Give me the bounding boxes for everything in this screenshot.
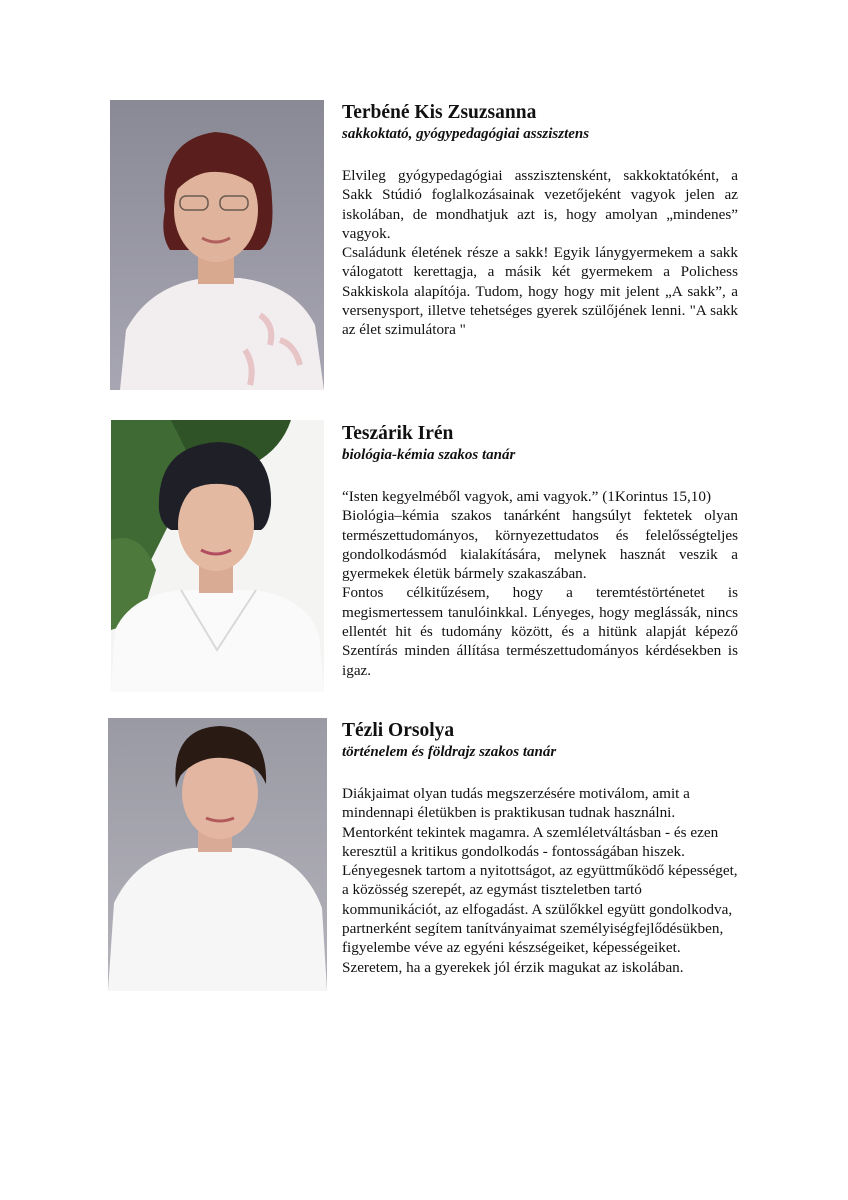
profile-name: Tézli Orsolya bbox=[342, 720, 455, 741]
profile-bio-paragraph: Családunk életének része a sakk! Egyik lánygyermekem a sakk válogatott kerettagja, a másik két gyermekem a Polichess Sakkiskola alapítója. Tudom, hogy hogy mit jelent „A sakk”, a versenysport, illetve tehetséges gyerek szülőjének lenni. "A sakk az élet szimulátora " bbox=[342, 244, 738, 339]
profile-bio-paragraph: Elvileg gyógypedagógiai asszisztensként, sakkoktatóként, a Sakk Stúdió foglalkozásainak vezetőjeként vagyok jelen az iskolában, de mondhatjuk azt is, hogy amolyan „mindenes” vagyok. bbox=[342, 167, 738, 242]
portrait-photo-teszarik bbox=[111, 420, 324, 692]
profile-card-tezli bbox=[342, 720, 738, 977]
profile-role: történelem és földrajz szakos tanár bbox=[342, 744, 557, 760]
portrait-photo-tezli bbox=[108, 718, 327, 991]
profile-bio-paragraph: “Isten kegyelméből vagyok, ami vagyok.” (1Korintus 15,10) bbox=[342, 488, 712, 505]
profile-role: sakkoktató, gyógypedagógiai asszisztens bbox=[342, 126, 590, 142]
profile-name: Teszárik Irén bbox=[342, 423, 454, 444]
portrait-photo-terbene bbox=[110, 100, 324, 390]
profile-bio-paragraph: Biológia–kémia szakos tanárként hangsúlyt fektetek olyan természettudományos, környezettudatos és felelősségteljes gondolkodásmód kialakítására, melynek hasznát veszik a gyermekek életük bármely szakaszában. bbox=[342, 507, 738, 583]
profile-card-terbene bbox=[342, 102, 738, 340]
profile-card-teszarik bbox=[342, 423, 738, 680]
profile-bio-paragraph: Fontos célkitűzésem, hogy a teremtéstörténetet is megismertessem tanulóinkkal. Lényeges, hogy meglássák, nincs ellentét hit és tudomány között, és a hitünk alapját képező Szentírás minden állítása természettudományos kérdésekben is igaz. bbox=[342, 584, 738, 679]
profile-bio-paragraph: Diákjaimat olyan tudás megszerzésére motiválom, amit a mindennapi életükben is praktikusan tudnak használni. Mentorként tekintek magamra. A szemléletváltásban - és ezen keresztül a kritikus gondolkodás - fontosságában hiszek. Lényegesnek tartom a nyitottságot, az együttműködő képességet, a közösség szerepét, az egymást tiszteletben tartó kommunikációt, az elfogadást. A szülőkkel együtt gondolkodva, partnerként segítem tanítványaimat személyiségfejlődésükben, figyelembe véve az egyéni készségeiket, képességeiket. Szeretem, ha a gyerekek jól érzik magukat az iskolában. bbox=[342, 785, 738, 976]
profile-name: Terbéné Kis Zsuzsanna bbox=[342, 102, 537, 123]
profile-role: biológia-kémia szakos tanár bbox=[342, 447, 516, 463]
